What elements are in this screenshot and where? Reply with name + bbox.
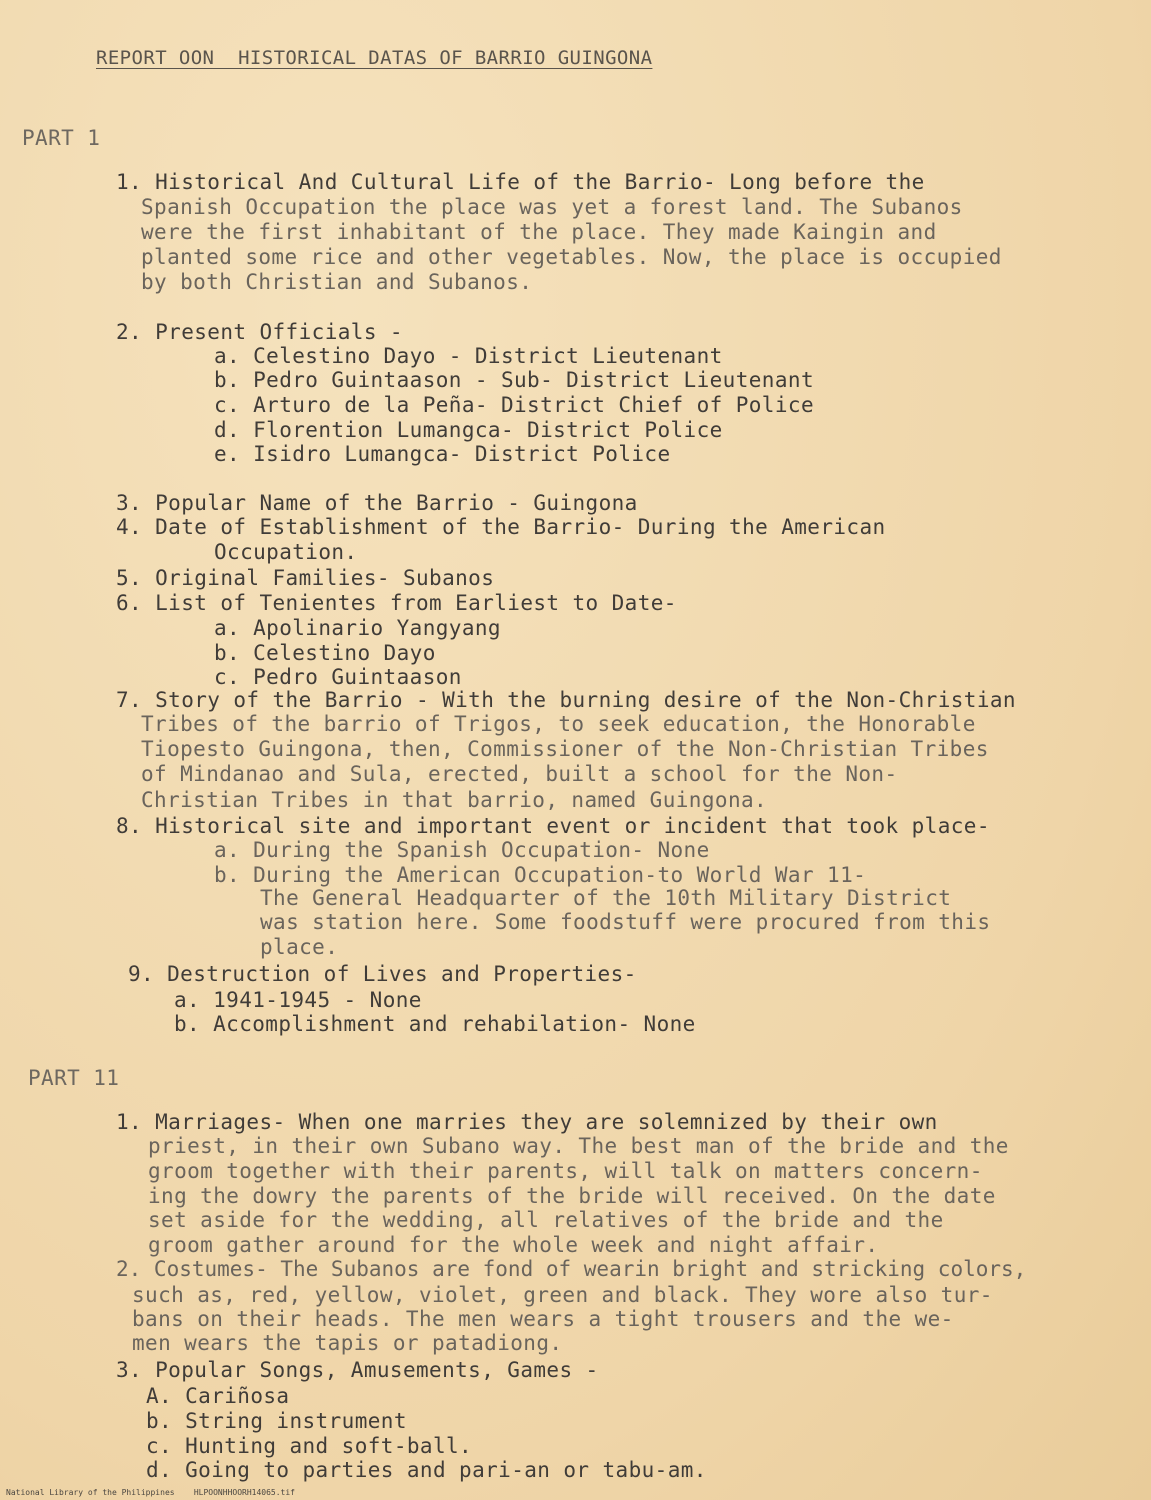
p1-line-27: b. During the American Occupation-to World War 11- xyxy=(214,863,867,887)
p2-line-14: c. Hunting and soft-ball. xyxy=(146,1434,473,1458)
p1-line-23: of Mindanao and Sula, erected, built a school for the Non- xyxy=(141,762,898,786)
p1-line-20: 7. Story of the Barrio - With the burning desire of the Non-Christian xyxy=(116,688,1016,712)
p1-line-11: e. Isidro Lumangca- District Police xyxy=(214,442,671,466)
p2-line-1: 1. Marriages- When one marries they are solemnized by their own xyxy=(116,1110,938,1134)
p1-line-33: b. Accomplishment and rehabilation- None xyxy=(174,1012,696,1036)
p1-line-30: place. xyxy=(260,935,339,959)
p2-line-7: 2. Costumes- The Subanos are fond of wearin bright and stricking colors, xyxy=(116,1257,1027,1281)
scan-footer: National Library of the Philippines HLPOONHHOORH14065.tif xyxy=(6,1488,295,1497)
p1-line-15: 5. Original Families- Subanos xyxy=(116,566,495,590)
p2-line-9: bans on their heads. The men wears a tight trousers and the we- xyxy=(132,1307,954,1331)
p1-line-17: a. Apolinario Yangyang xyxy=(214,616,501,640)
p1-line-1: 1. Historical And Cultural Life of the Barrio- Long before the xyxy=(116,170,925,194)
p1-line-3: were the first inhabitant of the place. They made Kaingin and xyxy=(141,220,937,244)
p1-line-13: 4. Date of Establishment of the Barrio- During the American xyxy=(116,515,886,539)
p2-line-12: A. Cariñosa xyxy=(146,1384,290,1408)
p2-line-11: 3. Popular Songs, Amusements, Games - xyxy=(116,1358,599,1382)
p1-line-4: planted some rice and other vegetables. Now, the place is occupied xyxy=(141,245,1002,269)
p2-line-4: ing the dowry the parents of the bride will received. On the date xyxy=(148,1184,996,1208)
p1-line-22: Tiopesto Guingona, then, Commissioner of the Non-Christian Tribes xyxy=(141,737,989,761)
part-2-heading: PART 11 xyxy=(28,1066,120,1090)
p2-line-5: set aside for the wedding, all relatives of the bride and the xyxy=(148,1208,944,1232)
p1-line-25: 8. Historical site and important event or incident that took place- xyxy=(116,814,990,838)
p2-line-10: men wears the tapis or patadiong. xyxy=(132,1331,563,1355)
p1-line-6: 2. Present Officials - xyxy=(116,320,403,344)
p1-line-32: a. 1941-1945 - None xyxy=(174,988,422,1012)
p1-line-28: The General Headquarter of the 10th Military District xyxy=(260,886,952,910)
p1-line-10: d. Florention Lumangca- District Police xyxy=(214,418,723,442)
p1-line-2: Spanish Occupation the place was yet a forest land. The Subanos xyxy=(141,195,963,219)
p1-line-19: c. Pedro Guintaason xyxy=(214,665,462,689)
document-title: REPORT OON HISTORICAL DATAS OF BARRIO GUINGONA xyxy=(96,47,653,69)
p2-line-15: d. Going to parties and pari-an or tabu-am. xyxy=(146,1458,707,1482)
p1-line-7: a. Celestino Dayo - District Lieutenant xyxy=(214,344,723,368)
p1-line-14: Occupation. xyxy=(214,540,358,564)
p1-line-26: a. During the Spanish Occupation- None xyxy=(214,838,710,862)
p1-line-29: was station here. Some foodstuff were procured from this xyxy=(260,910,991,934)
p1-line-21: Tribes of the barrio of Trigos, to seek education, the Honorable xyxy=(141,712,976,736)
p1-line-9: c. Arturo de la Peña- District Chief of Police xyxy=(214,393,814,417)
p2-line-3: groom together with their parents, will talk on matters concern- xyxy=(148,1159,983,1183)
p1-line-18: b. Celestino Dayo xyxy=(214,641,436,665)
part-1-heading: PART 1 xyxy=(22,126,101,150)
p2-line-2: priest, in their own Subano way. The best man of the bride and the xyxy=(148,1134,1009,1158)
p2-line-6: groom gather around for the whole week and night affair. xyxy=(148,1233,879,1257)
p1-line-5: by both Christian and Subanos. xyxy=(141,270,533,294)
p1-line-8: b. Pedro Guintaason - Sub- District Lieutenant xyxy=(214,368,814,392)
p1-line-16: 6. List of Tenientes from Earliest to Date- xyxy=(116,591,677,615)
p2-line-8: such as, red, yellow, violet, green and black. They wore also tur- xyxy=(132,1283,993,1307)
p2-line-13: b. String instrument xyxy=(146,1409,407,1433)
p1-line-24: Christian Tribes in that barrio, named Guingona. xyxy=(141,788,768,812)
p1-line-12: 3. Popular Name of the Barrio - Guingona xyxy=(116,491,638,515)
p1-line-31: 9. Destruction of Lives and Properties- xyxy=(128,962,637,986)
